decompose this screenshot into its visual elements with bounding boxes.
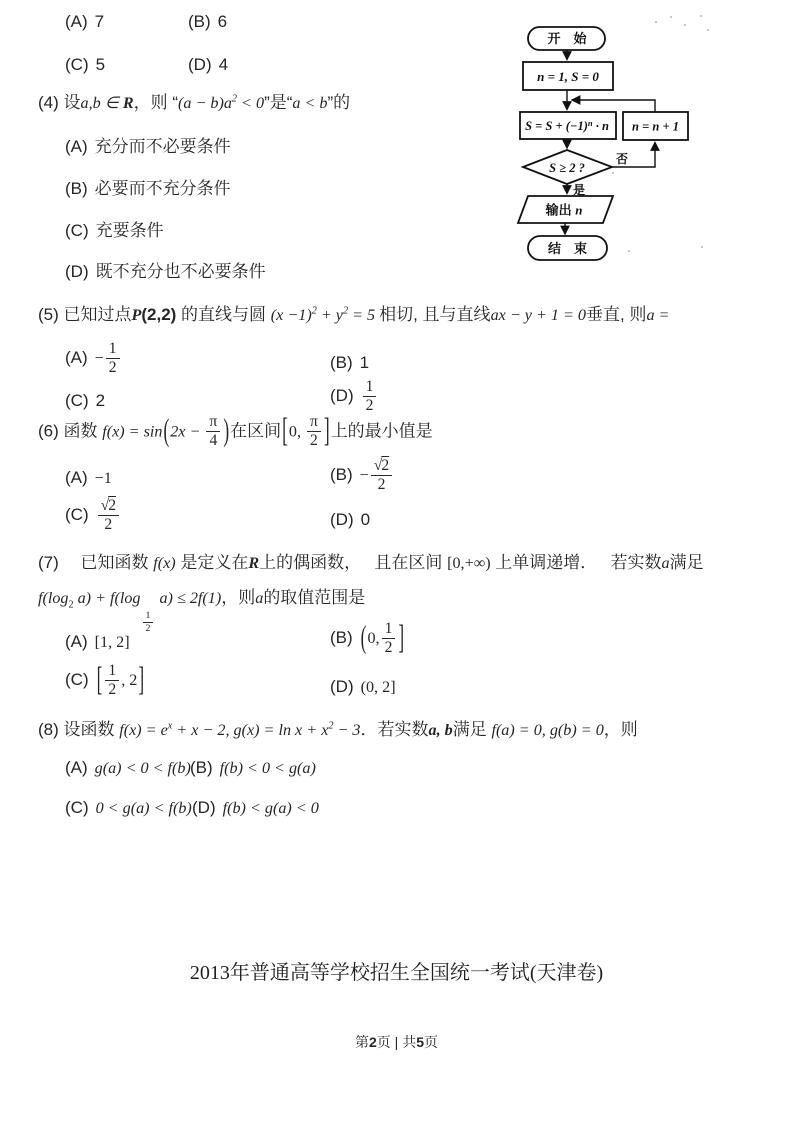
option-math: f(b) < g(a) < 0: [222, 800, 319, 817]
text-run: < 0: [237, 95, 265, 112]
q4-option-c: [65, 220, 164, 241]
text-run: ”的: [327, 93, 351, 112]
flowchart-decision-label: S ≥ 2 ?: [549, 161, 585, 175]
sub-script: 2: [68, 599, 74, 611]
fraction: $\frac{1}{2}$: [143, 611, 154, 635]
option-label: (D): [330, 677, 354, 696]
fraction: $\frac{1}{2}$: [106, 341, 120, 377]
text-run: a, b: [428, 722, 453, 739]
accum-pre: S = S + (−1): [525, 119, 588, 133]
text-run: 2x −: [170, 423, 205, 441]
q4-option-b: [65, 178, 231, 199]
fraction: $\frac{1}{2}$: [105, 663, 119, 699]
option-label: (D): [188, 55, 212, 74]
option-label: (B): [330, 628, 353, 648]
text-run: ]: [398, 619, 405, 657]
output-text: 输出: [545, 202, 576, 218]
text-run: −: [94, 350, 104, 368]
option-value: 7: [94, 12, 105, 31]
flowchart-accumulate-label: [525, 118, 609, 133]
q3-option-c: [65, 54, 105, 75]
text-run: 满足: [669, 553, 704, 572]
text-run: ．若实数: [360, 720, 429, 739]
q6-stem: [38, 414, 433, 450]
text-run: 的取值范围是: [263, 588, 366, 607]
option-label: (C): [65, 391, 89, 410]
text-run: (8) 设函数: [38, 720, 120, 739]
scan-speckle: [700, 15, 702, 17]
option-math: 0 < g(a) < f(b): [95, 800, 192, 817]
sup-script: x: [167, 720, 173, 732]
text-run: (2,2): [141, 305, 177, 324]
text-run: ]: [138, 661, 145, 699]
option-math: [95, 468, 112, 487]
option-label: (B): [188, 12, 211, 31]
text-run: + y: [316, 307, 343, 324]
text-run: 2: [95, 391, 106, 410]
option-math: [95, 632, 130, 651]
text-run: a,b ∈: [80, 95, 123, 112]
q7-stem-line2: [38, 587, 365, 634]
option-text: 充分而不必要条件: [94, 137, 231, 156]
text-run: a < b: [292, 95, 328, 112]
q8-option-d: [192, 797, 319, 819]
text-run: 第: [354, 1034, 369, 1050]
fraction: $\frac{√2}{2}$: [98, 498, 119, 534]
q8-stem: [38, 719, 638, 741]
text-run: −1: [94, 470, 112, 487]
scan-speckle: [655, 21, 657, 23]
option-label: (B): [190, 758, 213, 777]
option-label: (A): [65, 12, 88, 31]
text-run: (: [163, 413, 170, 449]
text-run: a =: [646, 307, 670, 324]
option-math: [360, 353, 369, 372]
q4-stem: [38, 92, 350, 114]
text-run: f(log: [38, 590, 69, 607]
scan-speckle: [612, 172, 614, 174]
text-run: 垂直, 则: [586, 305, 647, 324]
text-run: − 3: [333, 722, 361, 739]
text-run: 页 | 共: [376, 1034, 417, 1050]
fraction: $\frac{\pi}{4}$: [206, 414, 220, 450]
scan-speckle: [628, 250, 630, 252]
q4-option-d: [65, 261, 266, 282]
option-label: (B): [65, 179, 88, 198]
option-label: (C): [65, 221, 89, 240]
text-run: + x − 2, g(x) = ln x + x: [172, 722, 329, 739]
q6-option-b: [330, 458, 394, 494]
option-label: (B): [330, 465, 353, 485]
q3-option-d: [188, 54, 228, 75]
option-label: (D): [65, 262, 89, 281]
sup-script: 2: [231, 93, 238, 105]
flowchart-increment-label: n = n + 1: [632, 119, 679, 134]
q8-option-c: [65, 797, 192, 819]
text-run: = 5: [348, 307, 380, 324]
text-run: 上单调递增． 若实数: [490, 553, 662, 572]
accum-exponent: n: [587, 118, 593, 128]
scan-speckle: [684, 24, 686, 26]
scan-speckle: [701, 246, 703, 248]
text-run: 相切, 且与直线: [379, 305, 491, 324]
q7-option-a: [65, 631, 130, 653]
text-run: R: [248, 555, 260, 572]
text-run: f(a) = 0, g(b) = 0: [491, 722, 604, 739]
text-run: 是定义在: [175, 553, 249, 572]
text-run: [: [96, 661, 103, 699]
q5-option-c: [65, 390, 105, 411]
option-math: [96, 661, 146, 699]
text-run: 页: [424, 1034, 439, 1050]
text-run: 在区间: [230, 421, 282, 441]
option-label: (D): [192, 798, 216, 817]
text-run: a) ≤ 2f(1): [155, 590, 222, 607]
flowchart-output-label: [545, 203, 583, 218]
text-run: 0: [360, 510, 371, 529]
text-run: 满足: [452, 720, 492, 739]
q5-option-b: [330, 352, 369, 373]
q5-stem: [38, 304, 669, 326]
option-math: [359, 457, 395, 494]
q7-stem-line1: [38, 552, 704, 574]
text-run: 5: [416, 1034, 425, 1050]
text-run: f(x) = sin: [102, 423, 163, 441]
option-label: (C): [65, 670, 89, 690]
q7-option-b: [330, 621, 405, 657]
option-label: (D): [330, 386, 354, 406]
text-run: 0,: [288, 423, 306, 441]
option-text: 必要而不充分条件: [94, 179, 231, 198]
option-text: 充要条件: [95, 221, 164, 240]
q5-option-a: [65, 341, 122, 377]
algorithm-flowchart: [488, 15, 728, 275]
text-run: [0,+∞): [447, 555, 491, 572]
q6-option-a: [65, 467, 112, 489]
text-run: ): [223, 413, 230, 449]
text-run: R: [122, 95, 134, 112]
sup-script: 2: [311, 305, 317, 317]
fraction: $\frac{√2}{2}$: [371, 458, 392, 494]
q3-option-a: [65, 11, 104, 32]
option-math: g(a) < 0 < f(b): [94, 760, 191, 777]
text-run: (0, 2]: [360, 679, 396, 696]
q8-option-a: [65, 757, 191, 779]
text-run: P: [131, 307, 142, 324]
text-run: 2: [368, 1034, 377, 1050]
flowchart-yes-label: 是: [573, 183, 586, 197]
q6-option-c: [65, 498, 121, 534]
option-math: [360, 619, 405, 657]
text-run: 1: [359, 353, 370, 372]
text-run: a) + f(log: [73, 590, 141, 607]
text-run: , 2: [121, 672, 138, 690]
fraction: $\frac{1}{2}$: [382, 621, 396, 657]
text-run: ，则: [603, 720, 638, 739]
option-math: f(b) < 0 < g(a): [219, 760, 316, 777]
fraction: $\frac{\pi}{2}$: [307, 414, 321, 450]
text-run: −: [359, 467, 369, 485]
option-label: (A): [65, 137, 88, 156]
text-run: (x −1): [270, 307, 312, 324]
q5-option-d: [330, 379, 378, 415]
text-run: ”是“: [264, 93, 293, 112]
text-run: ，则: [221, 588, 256, 607]
text-run: 上的偶函数， 且在区间: [259, 553, 448, 572]
flowchart-no-label: 否: [616, 152, 629, 166]
flowchart-start-label: 开 始: [547, 31, 587, 46]
text-run: a: [661, 555, 670, 572]
text-run: (6) 函数: [38, 421, 103, 441]
text-run: (: [360, 620, 367, 656]
option-value: 5: [95, 55, 106, 74]
text-run: 0,: [367, 630, 380, 648]
option-math: [96, 497, 121, 534]
option-value: 4: [218, 55, 229, 74]
option-math: [96, 391, 105, 410]
option-text: 既不充分也不必要条件: [95, 262, 266, 281]
text-run: 上的最小值是: [330, 421, 433, 441]
option-math: [361, 510, 370, 529]
fraction: $\frac{1}{2}$: [363, 379, 377, 415]
option-label: (A): [65, 758, 88, 777]
text-run: ]: [323, 412, 330, 450]
q8-option-b: [190, 757, 316, 779]
option-math: [94, 340, 122, 377]
option-math: [361, 378, 379, 415]
option-label: (B): [330, 353, 353, 372]
text-run: (a − b)a: [177, 95, 232, 112]
option-label: (A): [65, 468, 88, 487]
q3-option-b: [188, 11, 227, 32]
sup-script: 2: [342, 305, 349, 317]
exam-title: 2013年普通高等学校招生全国统一考试(天津卷): [189, 962, 604, 984]
scan-speckle: [670, 16, 672, 18]
q7-option-d: [330, 676, 396, 698]
text-run: 的直线与圆: [176, 305, 271, 324]
text-run: ，则 “: [133, 93, 178, 112]
q4-option-a: [65, 136, 231, 157]
text-run: (7) 已知函数: [38, 553, 154, 572]
text-run: f(x): [153, 555, 176, 572]
text-run: f(x) = e: [119, 722, 168, 739]
q7-option-c: [65, 663, 145, 699]
output-variable: n: [575, 202, 583, 218]
option-label: (D): [330, 510, 354, 529]
text-run: a: [255, 590, 264, 607]
flowchart-end-label: 结 束: [547, 241, 588, 256]
flowchart-loopback-line: [572, 100, 655, 112]
flowchart-init-label: n = 1, S = 0: [537, 69, 599, 84]
text-run: ax − y + 1 = 0: [490, 307, 586, 324]
sup-script: 2: [328, 720, 334, 732]
option-label: (C): [65, 55, 89, 74]
text-run: [: [282, 412, 288, 450]
option-value: 6: [217, 12, 228, 31]
option-math: [361, 677, 396, 696]
option-label: (C): [65, 505, 89, 525]
text-run: (4) 设: [38, 93, 81, 112]
text-run: (5) 已知过点: [38, 305, 132, 324]
q6-option-d: [330, 509, 370, 530]
scan-speckle: [707, 29, 709, 31]
page-number: [355, 1034, 438, 1052]
option-label: (A): [65, 348, 88, 368]
option-label: (A): [65, 632, 88, 651]
accum-post: · n: [592, 119, 609, 133]
text-run: [1, 2]: [94, 634, 130, 651]
option-label: (C): [65, 798, 89, 817]
